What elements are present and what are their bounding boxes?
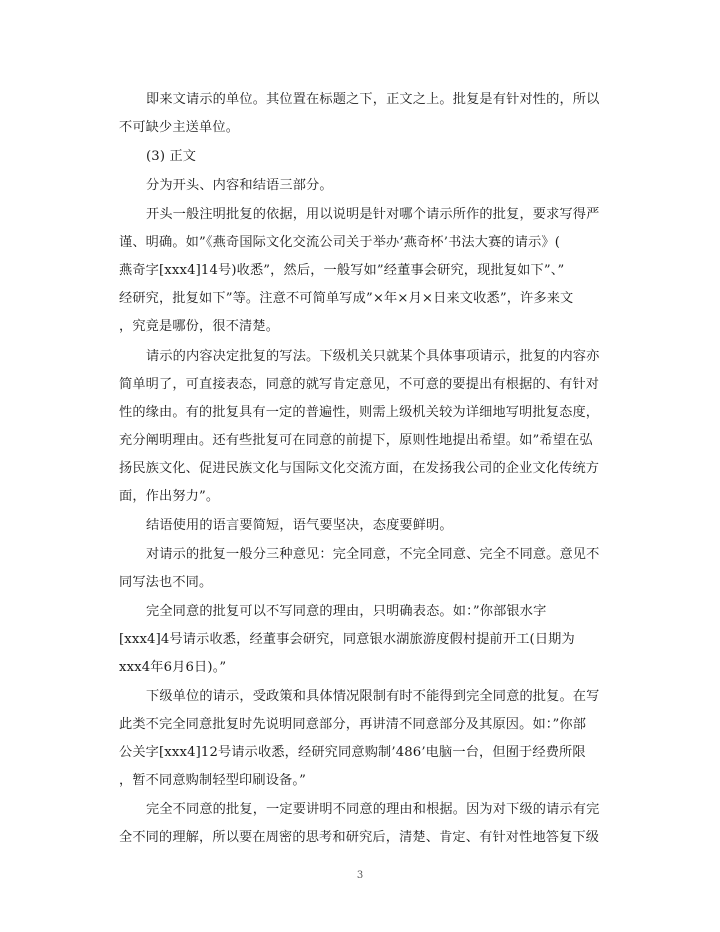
paragraph-line: 请示的内容决定批复的写法。下级机关只就某个具体事项请示，批复的内容亦: [146, 349, 600, 364]
paragraph-line: 完全同意的批复可以不写同意的理由，只明确表态。如：”你部银水字: [146, 604, 547, 619]
page-number: 3: [356, 870, 364, 881]
paragraph-line: 下级单位的请示，受政策和具体情况限制有时不能得到完全同意的批复。在写: [146, 689, 600, 704]
paragraph-line: 面，作出努力”。: [119, 489, 220, 504]
paragraph-line: [xxx4]4号请示收悉，经董事会研究，同意银水湖旅游度假村提前开工(日期为: [119, 632, 575, 647]
paragraph-line: 充分阐明理由。还有些批复可在同意的前提下，原则性地提出希望。如”希望在弘: [119, 433, 593, 448]
paragraph-line: 对请示的批复一般分三种意见：完全同意，不完全同意、完全不同意。意见不: [146, 547, 600, 562]
paragraph-line: 燕奇字[xxx4]14号)收悉”，然后，一般写如”经董事会研究，现批复如下”、”: [119, 263, 565, 278]
paragraph-line: 简单明了，可直接表态，同意的就写肯定意见，不可意的要提出有根据的、有针对: [119, 377, 600, 392]
paragraph-line: 不可缺少主送单位。: [119, 120, 240, 135]
paragraph-line: 扬民族文化、促进民族文化与国际文化交流方面，在发扬我公司的企业文化传统方: [119, 461, 600, 476]
paragraph-line: ，暂不同意购制轻型印刷设备。”: [119, 773, 307, 788]
paragraph-line: 全不同的理解，所以要在周密的思考和研究后，清楚、肯定、有针对性地答复下级: [119, 830, 600, 845]
paragraph-line: 完全不同意的批复，一定要讲明不同意的理由和根据。因为对下级的请示有完: [146, 802, 600, 817]
section-heading: (3) 正文: [146, 149, 197, 164]
paragraph-line: ，究竟是哪份，很不清楚。: [119, 319, 280, 334]
paragraph-line: 即来文请示的单位。其位置在标题之下，正文之上。批复是有针对性的，所以: [146, 92, 600, 107]
paragraph-line: 谨、明确。如”《燕奇国际文化交流公司关于举办’燕奇杯’书法大赛的请示》(: [119, 235, 561, 250]
paragraph-line: 此类不完全同意批复时先说明同意部分，再讲清不同意部分及其原因。如：”你部: [119, 717, 587, 732]
paragraph-line: 性的缘由。有的批复具有一定的普遍性，则需上级机关较为详细地写明批复态度，: [119, 405, 600, 420]
paragraph-line: 同写法也不同。: [119, 575, 213, 590]
paragraph-line: 结语使用的语言要简短，语气要坚决，态度要鲜明。: [146, 518, 453, 533]
paragraph-line: 经研究，批复如下”等。注意不可简单写成”×年×月×日来文收悉”，许多来文: [119, 291, 574, 306]
paragraph-line: 公关字[xxx4]12号请示收悉，经研究同意购制’486’电脑一台，但囿于经费所限: [119, 745, 586, 760]
paragraph-line: xxx4年6月6日)。”: [119, 660, 227, 675]
paragraph-line: 开头一般注明批复的依据，用以说明是针对哪个请示所作的批复，要求写得严: [146, 207, 600, 222]
paragraph-line: 分为开头、内容和结语三部分。: [146, 178, 333, 193]
